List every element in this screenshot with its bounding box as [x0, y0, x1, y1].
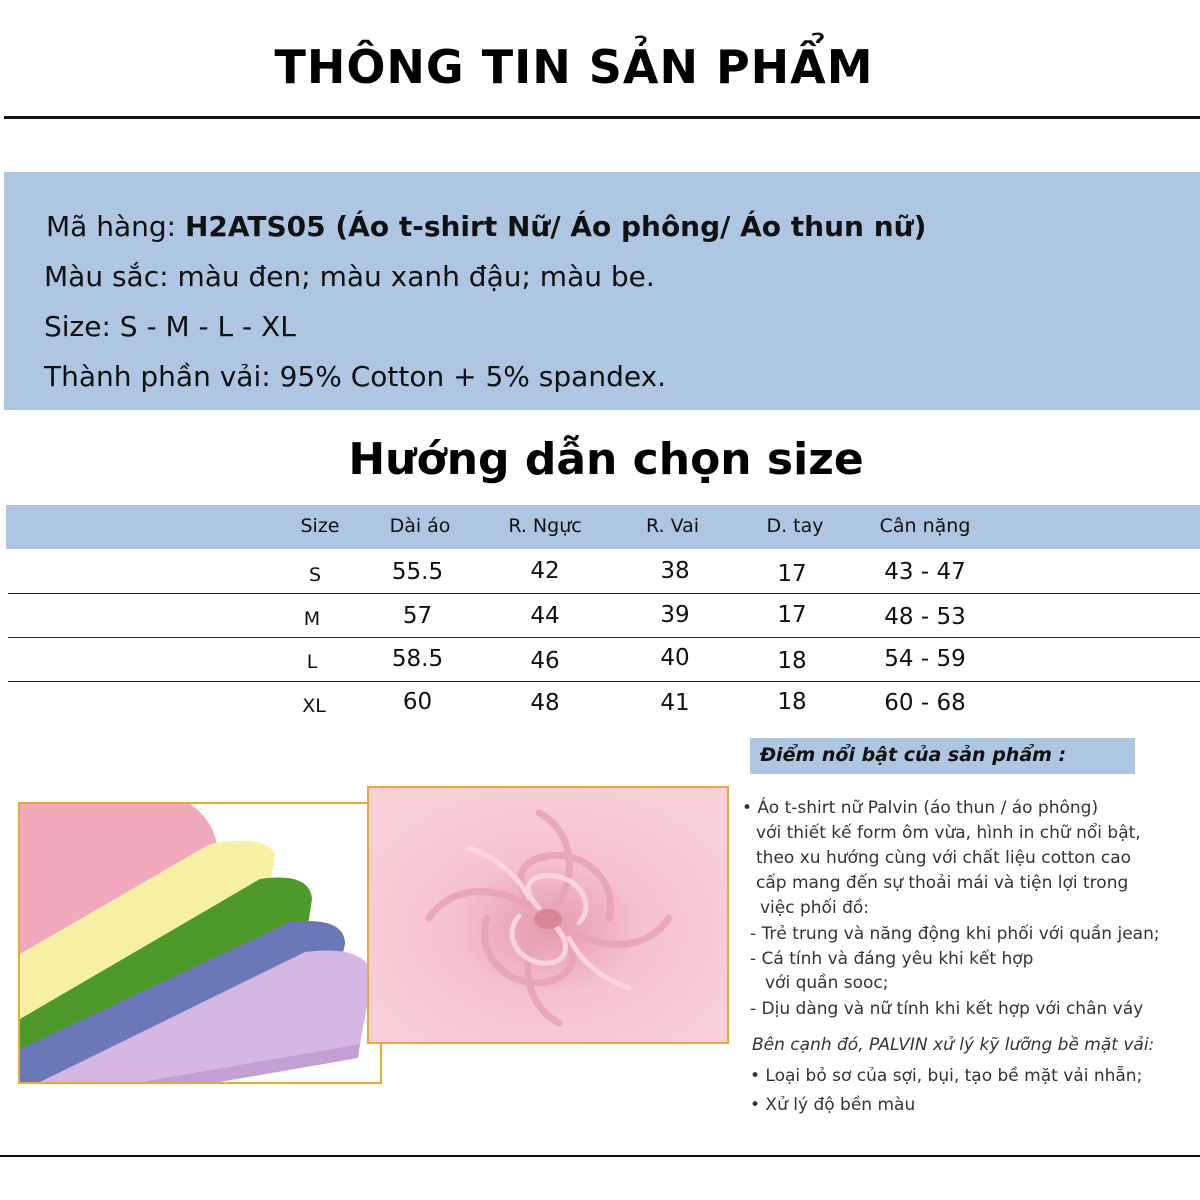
product-info-panel	[4, 172, 1200, 410]
pink-fabric-swirl-photo	[367, 786, 729, 1044]
footer-divider	[0, 1155, 1200, 1157]
table-cell: 58.5	[391, 646, 444, 672]
highlight-line: với quần sooc;	[765, 973, 889, 993]
table-cell: 18	[777, 689, 807, 715]
table-cell: 41	[660, 690, 690, 716]
highlight-line: với thiết kế form ôm vừa, hình in chữ nổi bật,	[756, 823, 1141, 843]
table-cell: 40	[660, 645, 690, 671]
product-code-line	[46, 210, 926, 243]
page-title: THÔNG TIN SẢN PHẨM	[274, 40, 874, 94]
size-col-header: Size	[300, 515, 340, 537]
highlight-line: - Trẻ trung và năng động khi phối với quần jean;	[750, 924, 1160, 944]
highlight-line: theo xu hướng cùng với chất liệu cotton cao	[756, 848, 1132, 868]
highlight-line: Bên cạnh đó, PALVIN xử lý kỹ lưỡng bề mặt vải:	[752, 1035, 1155, 1055]
product-code-value: H2ATS05 (Áo t-shirt Nữ/ Áo phông/ Áo thun nữ)	[184, 210, 927, 243]
table-cell: 17	[777, 561, 807, 587]
sleeve-col-header: D. tay	[766, 515, 824, 537]
highlights-title: Điểm nổi bật của sản phẩm :	[760, 744, 1067, 766]
table-cell: XL	[302, 695, 326, 717]
table-cell: 57	[402, 603, 433, 629]
size-guide-title: Hướng dẫn chọn size	[348, 434, 864, 485]
table-cell: 43 - 47	[884, 559, 966, 585]
table-cell: 48	[530, 690, 560, 716]
product-color-line: Màu sắc: màu đen; màu xanh đậu; màu be.	[44, 260, 655, 293]
header-divider	[4, 116, 1200, 119]
highlight-line: • Loại bỏ sơ của sợi, bụi, tạo bề mặt vải nhẵn;	[750, 1066, 1143, 1086]
table-cell: 39	[660, 602, 690, 628]
table-cell: 55.5	[391, 559, 444, 585]
table-cell: S	[308, 564, 322, 586]
table-cell: 44	[530, 603, 560, 629]
table-cell: M	[303, 608, 321, 630]
highlight-line: cấp mang đến sự thoải mái và tiện lợi trong	[756, 873, 1129, 893]
highlight-line: việc phối đồ:	[760, 898, 870, 918]
table-row-divider	[8, 593, 1200, 594]
table-cell: 42	[530, 558, 560, 584]
table-cell: 17	[777, 602, 807, 628]
table-cell: 18	[777, 648, 807, 674]
table-cell: 60	[402, 689, 433, 715]
table-cell: 60 - 68	[884, 690, 966, 716]
table-cell: 38	[660, 558, 690, 584]
shoulder-col-header: R. Vai	[645, 515, 700, 537]
product-size-line: Size: S - M - L - XL	[44, 310, 296, 343]
highlight-line: • Áo t-shirt nữ Palvin (áo thun / áo phông)	[742, 798, 1099, 818]
table-row-divider	[8, 681, 1200, 682]
table-row-divider	[8, 637, 1200, 638]
length-col-header: Dài áo	[389, 515, 451, 537]
table-cell: 46	[530, 648, 560, 674]
weight-col-header: Cân nặng	[879, 515, 971, 537]
table-cell: 54 - 59	[884, 646, 966, 672]
size-table-header-bar	[6, 505, 1200, 549]
table-cell: L	[306, 651, 318, 673]
highlight-line: • Xử lý độ bền màu	[750, 1095, 916, 1115]
table-cell: 48 - 53	[884, 604, 966, 630]
chest-col-header: R. Ngực	[508, 515, 582, 537]
product-code-label: Mã hàng:	[46, 210, 185, 243]
highlight-line: - Dịu dàng và nữ tính khi kết hợp với chân váy	[750, 999, 1144, 1019]
folded-fabric-photo	[18, 802, 382, 1084]
product-fabric-line: Thành phần vải: 95% Cotton + 5% spandex.	[44, 360, 667, 393]
highlight-line: - Cá tính và đáng yêu khi kết hợp	[750, 949, 1034, 969]
